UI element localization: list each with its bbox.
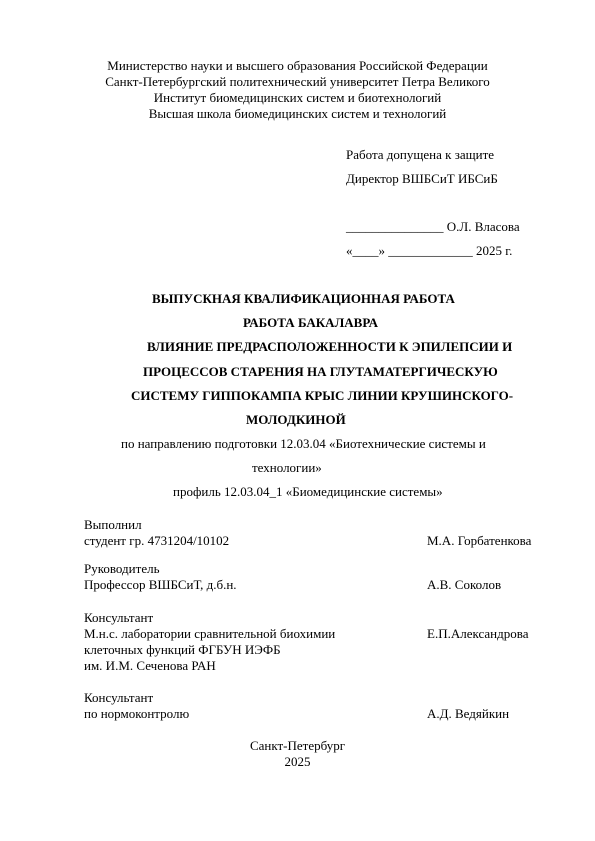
consultant1-desc-3: им. И.М. Сеченова РАН	[84, 658, 216, 673]
school-line: Высшая школа биомедицинских систем и технологий	[148, 106, 447, 121]
ministry-line: Министерство науки и высшего образования Российской Федерации	[107, 58, 488, 73]
consultant2-name: А.Д. Ведяйкин	[427, 706, 510, 721]
year: 2025	[284, 754, 311, 769]
approval-director: Директор ВШБСиТ ИБСиБ	[346, 171, 498, 186]
topic-line-2: ПРОЦЕССОВ СТАРЕНИЯ НА ГЛУТАМАТЕРГИЧЕСКУЮ	[143, 364, 498, 379]
topic-line-3: СИСТЕМУ ГИППОКАМПА КРЫС ЛИНИИ КРУШИНСКОГО-	[131, 388, 514, 403]
approval-signature: _______________ О.Л. Власова	[346, 219, 520, 234]
topic-line-4: МОЛОДКИНОЙ	[246, 412, 346, 427]
author-role: Выполнил	[84, 517, 142, 532]
author-name: М.А. Горбатенкова	[427, 533, 532, 548]
approval-date: «____» _____________ 2025 г.	[346, 243, 513, 258]
supervisor-desc: Профессор ВШБСиТ, д.б.н.	[84, 577, 237, 592]
supervisor-role: Руководитель	[84, 561, 160, 576]
work-type: ВЫПУСКНАЯ КВАЛИФИКАЦИОННАЯ РАБОТА	[152, 291, 455, 306]
consultant2-role: Консультант	[84, 690, 154, 705]
profile-line: профиль 12.03.04_1 «Биомедицинские системы»	[173, 484, 443, 499]
consultant1-name: Е.П.Александрова	[427, 626, 529, 641]
direction-line-2: технологии»	[252, 460, 322, 475]
city: Санкт-Петербург	[249, 738, 346, 753]
approval-admitted: Работа допущена к защите	[346, 147, 495, 162]
work-level: РАБОТА БАКАЛАВРА	[243, 315, 378, 330]
consultant1-desc-2: клеточных функций ФГБУН ИЭФБ	[84, 642, 281, 657]
consultant1-desc-1: М.н.с. лаборатории сравнительной биохимии	[84, 626, 336, 641]
consultant2-desc: по нормоконтролю	[84, 706, 190, 721]
direction-line-1: по направлению подготовки 12.03.04 «Биотехнические системы и	[121, 436, 486, 451]
topic-line-1: ВЛИЯНИЕ ПРЕДРАСПОЛОЖЕННОСТИ К ЭПИЛЕПСИИ И	[147, 339, 513, 354]
institute-line: Институт биомедицинских систем и биотехнологий	[153, 90, 442, 105]
supervisor-name: А.В. Соколов	[427, 577, 502, 592]
university-line: Санкт-Петербургский политехнический университет Петра Великого	[105, 74, 490, 89]
consultant1-role: Консультант	[84, 610, 154, 625]
author-desc: студент гр. 4731204/10102	[84, 533, 230, 548]
